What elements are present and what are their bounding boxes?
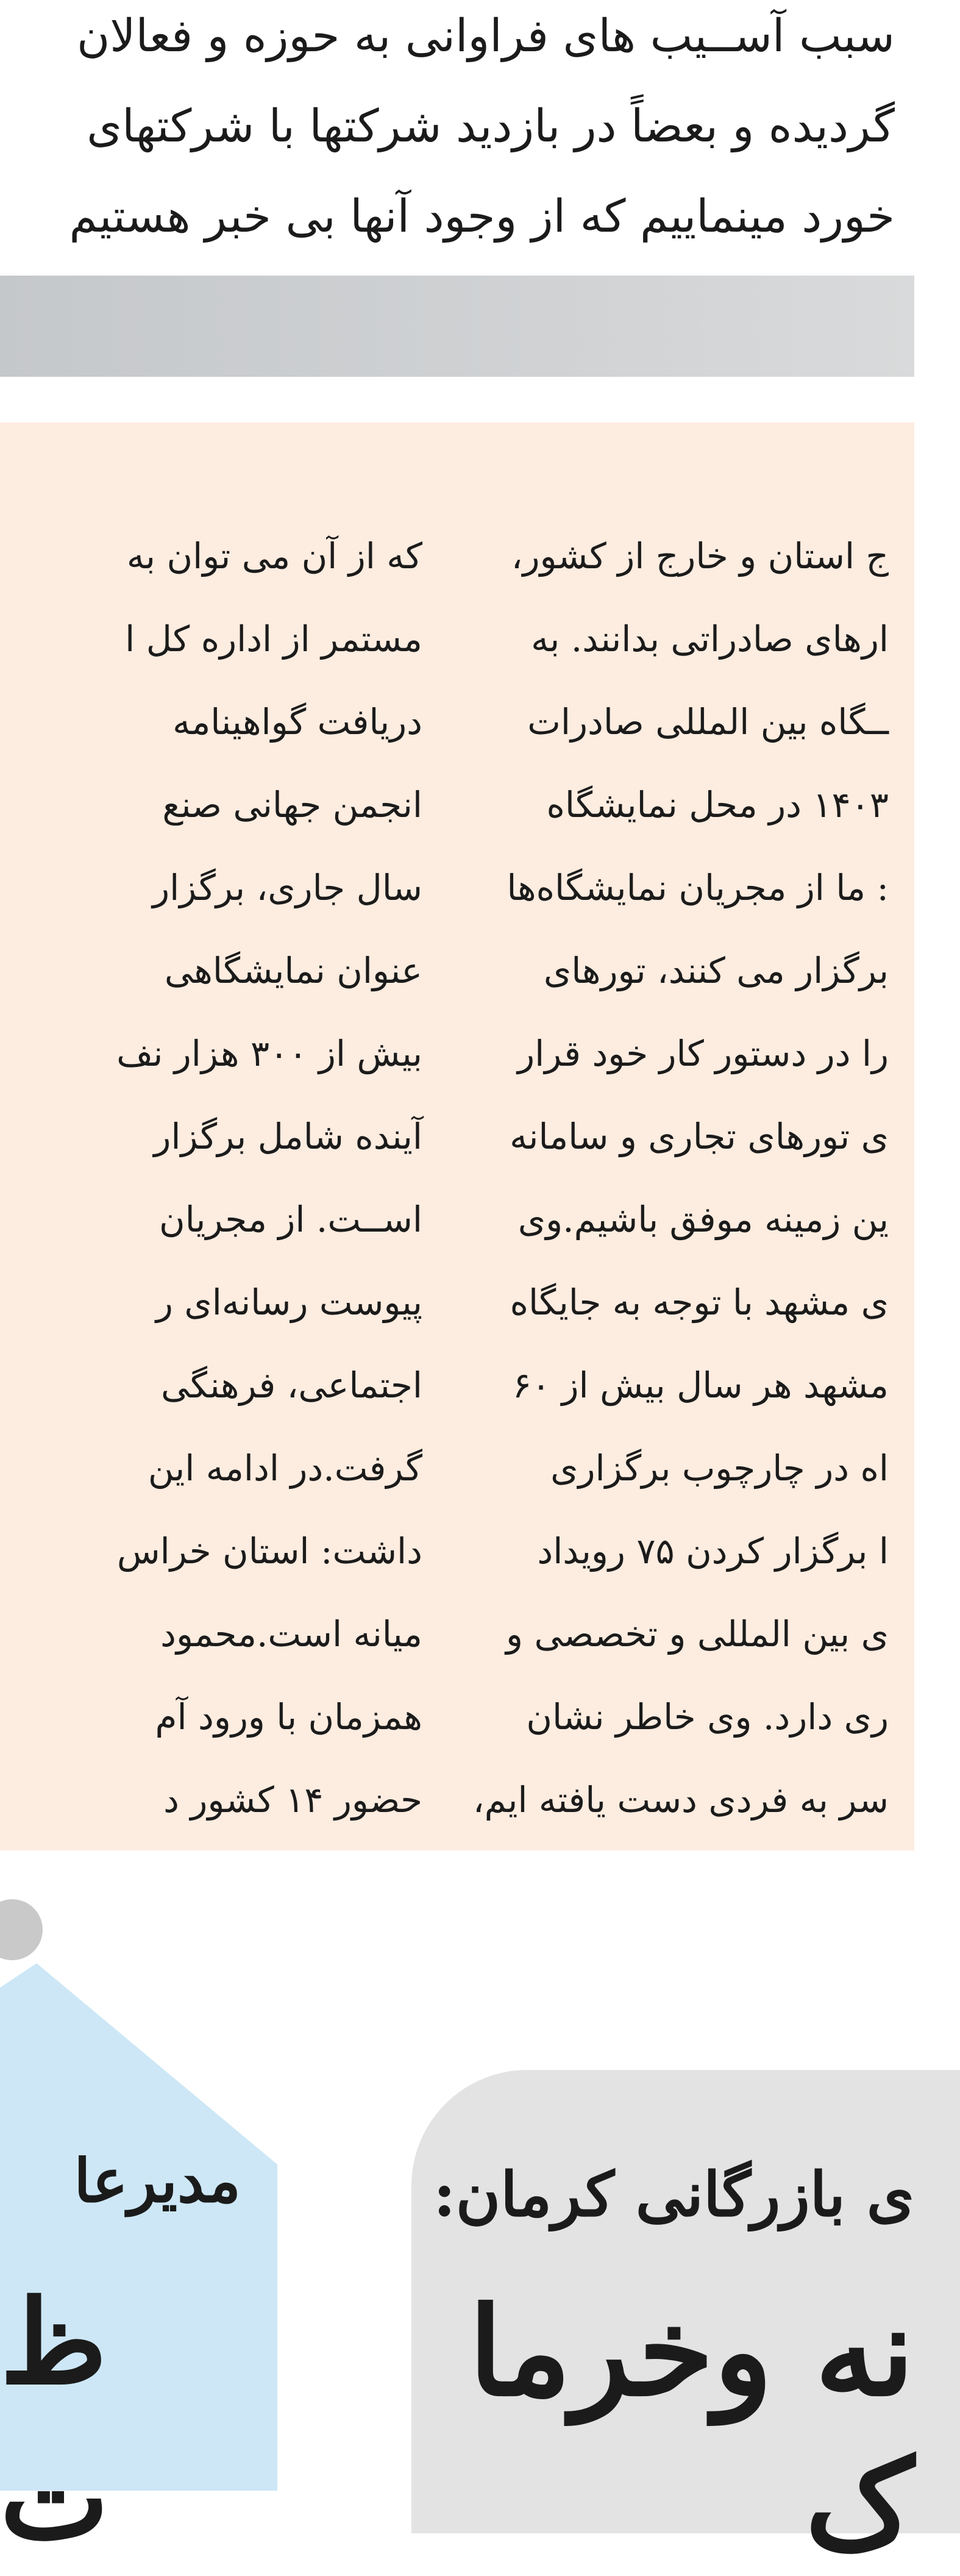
article-line: ارهای صادراتی بدانند. به	[531, 618, 889, 660]
article-line: انجمن جهانی صنع	[162, 784, 422, 826]
article-line: پیوست رسانه‌ای ر	[155, 1282, 422, 1323]
headline-card-left-kicker: مدیرعا	[74, 2146, 241, 2216]
article-line: ج استان و خارج از کشور،	[511, 535, 889, 577]
top-article-text	[0, 0, 914, 268]
article-line: سال جاری، برگزار	[152, 867, 422, 908]
article-line: مشهد هر سال بیش از ۶۰	[512, 1365, 889, 1406]
article-line: بیش از ۳۰۰ هزار نف	[116, 1033, 422, 1074]
top-text-line: خورد مینماییم که از وجود آنها بی خبر هستیم	[69, 190, 895, 243]
article-line: ــگاه بین المللی صادرات	[527, 701, 889, 743]
article-line: سر به فردی دست یافته ایم،	[472, 1779, 889, 1821]
headline-card-left-title: ظ	[0, 2274, 107, 2410]
decorative-circle	[0, 1899, 43, 1960]
headline-card-right-kicker: ی بازرگانی کرمان:	[433, 2158, 914, 2230]
article-line: ی بین المللی و تخصصی و	[506, 1613, 889, 1655]
article-line: برگزار می کنند، تورهای	[543, 950, 889, 991]
article-box	[0, 423, 914, 1850]
article-line: آینده شامل برگزار	[154, 1116, 422, 1157]
article-line: ری دارد. وی خاطر نشان	[526, 1696, 889, 1738]
article-line: داشت: استان خراس	[116, 1530, 422, 1572]
article-line: میانه است.محمود	[160, 1613, 422, 1655]
headline-card-left-title: ت	[0, 2430, 109, 2566]
headline-card-right-title: نه وخرما	[468, 2280, 914, 2424]
article-line: را در دستور کار خود قرار	[517, 1033, 889, 1074]
article-line: ی مشهد با توجه به جایگاه	[510, 1282, 889, 1323]
article-line: اه در چارچوب برگزاری	[550, 1447, 889, 1489]
article-line: مستمر از اداره کل ا	[125, 618, 422, 660]
article-line: ۱۴۰۳ در محل نمایشگاه	[546, 784, 889, 826]
article-line: ین زمینه موفق باشیم.وی	[517, 1199, 889, 1240]
article-line: گرفت.در ادامه این	[148, 1447, 422, 1489]
article-line: که از آن می توان به	[126, 535, 422, 577]
top-text-line: سبب آســیب های فراوانی به حوزه و فعالان	[76, 10, 895, 62]
top-text-line: گردیده و بعضاً در بازدید شرکتها با شرکتهای	[87, 100, 895, 152]
article-line: : ما از مجریان نمایشگاه‌ها	[507, 867, 889, 908]
article-line: اســت. از مجریان	[159, 1199, 422, 1240]
headline-card-left	[0, 1963, 277, 2491]
article-line: همزمان با ورود آم	[155, 1696, 422, 1738]
article-line: اجتماعی، فرهنگی	[161, 1365, 422, 1406]
article-column-right	[396, 423, 914, 1850]
article-line: ا برگزار کردن ۷۵ رویداد	[537, 1530, 889, 1572]
article-line: حضور ۱۴ کشور د	[163, 1779, 422, 1821]
article-column-left	[0, 423, 422, 1850]
article-line: دریافت گواهینامه	[172, 701, 422, 743]
article-line: عنوان نمایشگاهی	[164, 950, 422, 991]
headline-card-right-title: ک	[805, 2433, 914, 2576]
article-line: ی تورهای تجاری و سامانه	[510, 1116, 889, 1157]
section-divider-band	[0, 276, 914, 377]
